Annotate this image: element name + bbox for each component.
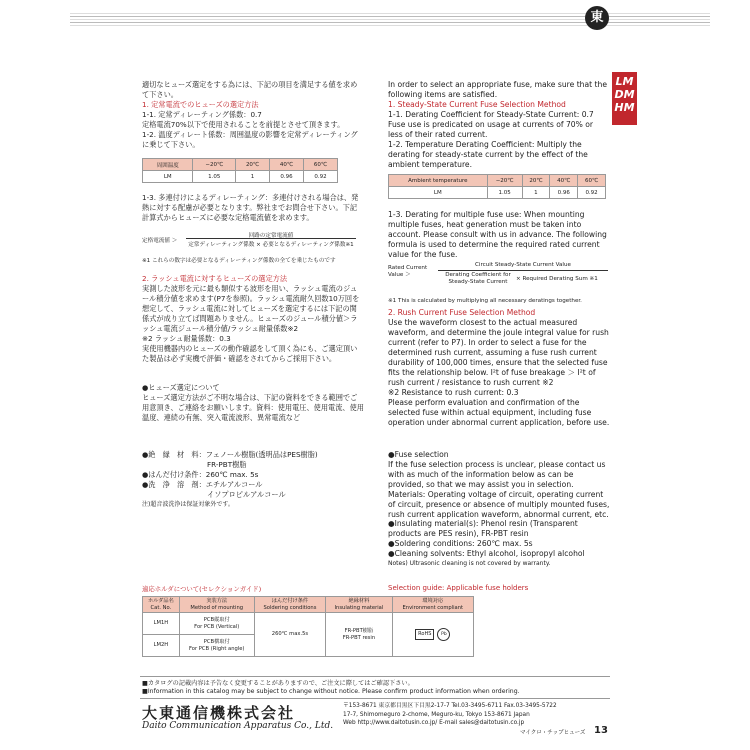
jp-heading-2: 2. ラッシュ電流に対するヒューズの選定方法	[142, 274, 288, 283]
jp-heading-1: 1. 定常電流でのヒューズの選定方法	[142, 100, 259, 109]
en-note1: ※1 This is calculated by multiplying all necessary deratings together.	[388, 298, 582, 304]
table-row: LM1H	[143, 613, 180, 635]
en-column: In order to select an appropriate fuse, make sure that the following items are satisfied. 1. Steady-State Current Fuse Selection Method 1-1. Derating Coefficient for Steady-State Current: 0.7 Fuse use is predicated on usage at currents of 70% or less of their rated current. 1-2. Temperature Derating Coefficient: Multiply the derating for steady-state current by the effect of the ambient temperature.	[388, 80, 610, 170]
en-temp-table: Ambient temperature −20℃ 20℃ 40℃ 60℃ LM 1.05 1 0.96 0.92	[388, 174, 606, 199]
page-number: 13	[594, 725, 608, 736]
jp-column: 適切なヒューズ選定をする為には、下記の項目を満足する値を求めて下さい。 1. 定常電流でのヒューズの選定方法 1-1. 定常ディレーティング係数：0.7 定格電流70%以下で使用されることを前提とさせて頂きます。 1-2. 温度ディレート係数：周囲温度の影響を定常ディレーティングに乗じて下さい。	[142, 80, 364, 150]
jp-intro: 適切なヒューズ選定をする為には、下記の項目を満足する値を求めて下さい。	[142, 80, 358, 99]
rohs-icon: RoHS	[415, 629, 434, 640]
holder-title-jp: 適応ホルダについて(セレクションガイド)	[142, 585, 262, 593]
en-heading-2: 2. Rush Current Fuse Selection Method	[388, 308, 536, 317]
company-name-jp: 大東通信機株式会社	[142, 704, 296, 722]
product-series-tab: LM DM HM	[612, 72, 637, 125]
pb-free-icon: Pb	[437, 628, 450, 641]
jp-temp-table: 周囲温度 −20℃ 20℃ 40℃ 60℃ LM 1.05 1 0.96 0.92	[142, 158, 338, 183]
jp-p1-3: 1-3. 多連付けによるディレーティング：多連付けされる場合は、発熱に対する配慮が必要となります。弊社までお問合せ下さい。下記計算式からヒューズに必要な定格電流値を求めます。	[142, 193, 359, 222]
notice-en: ■Information in this catalog may be subject to change without notice. Please confirm product information when ordering.	[142, 688, 520, 695]
web-contact: Web http://www.daitotusin.co.jp/ E-mail sales@daitotusin.co.jp	[343, 720, 525, 726]
company-logo: 東	[585, 6, 609, 30]
holder-title-en: Selection guide: Applicable fuse holders	[388, 584, 529, 592]
holder-table: ホルダ品名 Cat. No. 実装方法 Method of mounting はんだ付け条件 Soldering conditions 絶縁材料 Insulating material 環境対応 Environment compliant LM1H PCB縦取付 For PCB (Vertical) 260℃ max.5s FR-PBT樹脂 FR-PBT resin RoHS Pb LM2H PCB横取付 For PCB (Right angle)	[142, 596, 474, 657]
company-name-en: Daito Communication Apparatus Co., Ltd.	[142, 721, 334, 731]
en-heading-1: 1. Steady-State Current Fuse Selection Method	[388, 100, 566, 109]
section-name: マイクロ・チップヒューズ	[520, 730, 586, 736]
table-row: LM2H	[143, 635, 180, 657]
notice-jp: ■カタログの記載内容は予告なく変更することがありますので、ご注文に際してはご確認下さい。	[142, 680, 414, 687]
jp-note1: ※1 これらの数字は必要となるディレーティング係数の全てを乗じたものです	[142, 258, 336, 264]
